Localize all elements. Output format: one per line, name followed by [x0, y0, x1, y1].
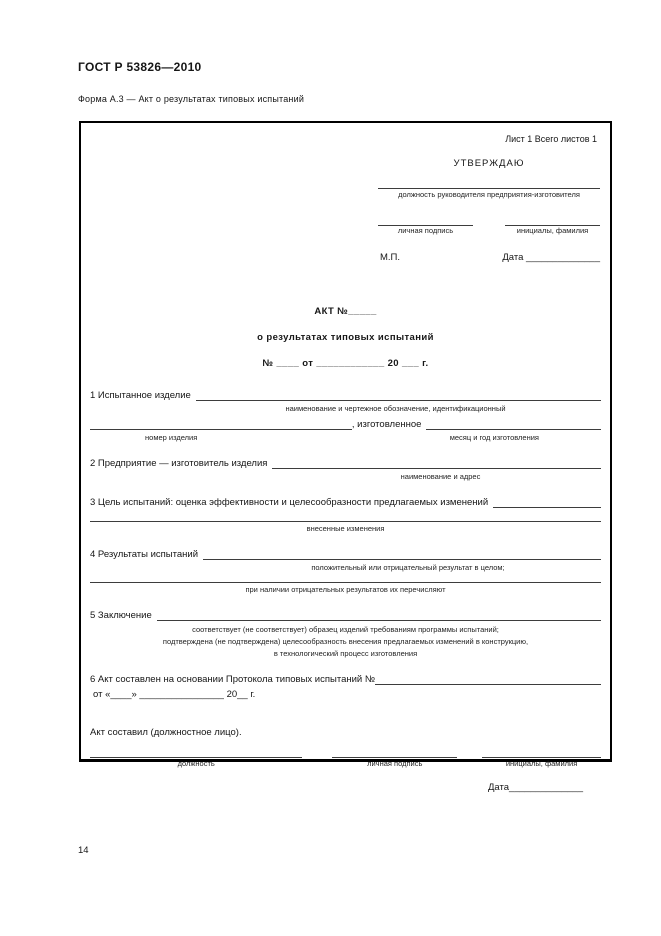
fill-line: [426, 426, 601, 430]
composed-signature-hints: [90, 759, 601, 769]
section-6: [90, 674, 601, 701]
section-6-date-line: от «____» ________________ 20__ г.: [93, 689, 256, 700]
fill-line: [375, 681, 601, 685]
composed-hint-signature: личная подпись: [367, 759, 423, 768]
section-4-label: 4 Результаты испытаний: [90, 549, 199, 560]
composed-hint-name: инициалы, фамилия: [505, 759, 578, 768]
composed-date-label: Дата______________: [488, 782, 584, 793]
section-3-hint: внесенные изменения: [306, 524, 385, 533]
name-line: [505, 216, 600, 226]
act-number: АКТ №_____: [314, 306, 377, 317]
fill-line: [493, 504, 601, 508]
fill-line: [157, 617, 601, 621]
approve-title: УТВЕРЖДАЮ: [453, 158, 525, 169]
section-5-hint-1: соответствует (не соответствует) образец изделий требованиям программы испытаний;: [192, 625, 499, 634]
section-4: [90, 549, 601, 595]
approve-position-hint: должность руководителя предприятия-изготовителя: [398, 190, 580, 199]
name-hint: инициалы, фамилия: [516, 226, 589, 235]
form-caption: Форма А.3 — Акт о результатах типовых испытаний: [78, 94, 305, 104]
section-5: [90, 610, 601, 659]
approve-name-col: [505, 216, 600, 236]
signature-line: [378, 216, 473, 226]
act-subtitle: о результатах типовых испытаний: [257, 332, 434, 343]
name-line: [482, 754, 601, 758]
composed-signature-lines: [90, 754, 601, 758]
section-5-hint-3: в технологический процесс изготовления: [273, 649, 418, 658]
section-4-hint-result: положительный или отрицательный результат в целом;: [311, 563, 505, 572]
act-number-date: № ____ от ____________ 20 ___ г.: [262, 358, 429, 369]
section-3: [90, 497, 601, 534]
section-1-hint-month-year: месяц и год изготовления: [449, 433, 539, 442]
fill-line: [90, 579, 601, 583]
approve-block: [378, 158, 600, 264]
approve-position-line: [378, 179, 600, 189]
composed-hint-position: должность: [177, 759, 215, 768]
section-5-label: 5 Заключение: [90, 610, 152, 621]
composed-block: [90, 727, 601, 794]
section-1-hint-product-number: номер изделия: [145, 433, 198, 442]
fill-line: [90, 426, 352, 430]
approve-signature-col: [378, 216, 473, 236]
stamp-date-row: [378, 252, 600, 264]
section-4-hint-negative: при наличии отрицательных результатов их перечисляют: [245, 585, 446, 594]
position-line: [90, 754, 302, 758]
signature-hint: личная подпись: [397, 226, 454, 235]
sheet-info: Лист 1 Всего листов 1: [505, 134, 597, 144]
act-title: [90, 306, 601, 370]
fill-line: [90, 518, 601, 522]
section-1-hint-designation: наименование и чертежное обозначение, идентификационный: [285, 404, 506, 413]
section-1: [90, 390, 601, 443]
stamp-label: М.П.: [380, 252, 401, 263]
signature-line: [332, 754, 457, 758]
section-2-hint: наименование и адрес: [400, 472, 481, 481]
standard-number: ГОСТ Р 53826—2010: [78, 60, 202, 74]
section-5-hint-2: подтверждена (не подтверждена) целесообразность внесения предлагаемых изменений в конструкцию,: [162, 637, 529, 646]
section-3-label: 3 Цель испытаний: оценка эффективности и целесообразности предлагаемых изменений: [90, 497, 489, 508]
fill-line: [272, 465, 601, 469]
page-number: 14: [78, 845, 89, 856]
document-header: [78, 60, 598, 104]
section-2-label: 2 Предприятие — изготовитель изделия: [90, 458, 268, 469]
section-1-mid-text: , изготовленное: [351, 419, 422, 430]
fill-line: [203, 556, 601, 560]
section-1-label: 1 Испытанное изделие: [90, 390, 191, 401]
approve-date-label: Дата ______________: [502, 252, 600, 263]
fill-line: [196, 397, 601, 401]
approve-signature-row: [378, 216, 600, 236]
section-2: [90, 458, 601, 482]
composed-label: Акт составил (должностное лицо).: [90, 727, 242, 738]
section-6-label: 6 Акт составлен на основании Протокола типовых испытаний №: [90, 674, 376, 685]
form-box: [79, 121, 612, 793]
